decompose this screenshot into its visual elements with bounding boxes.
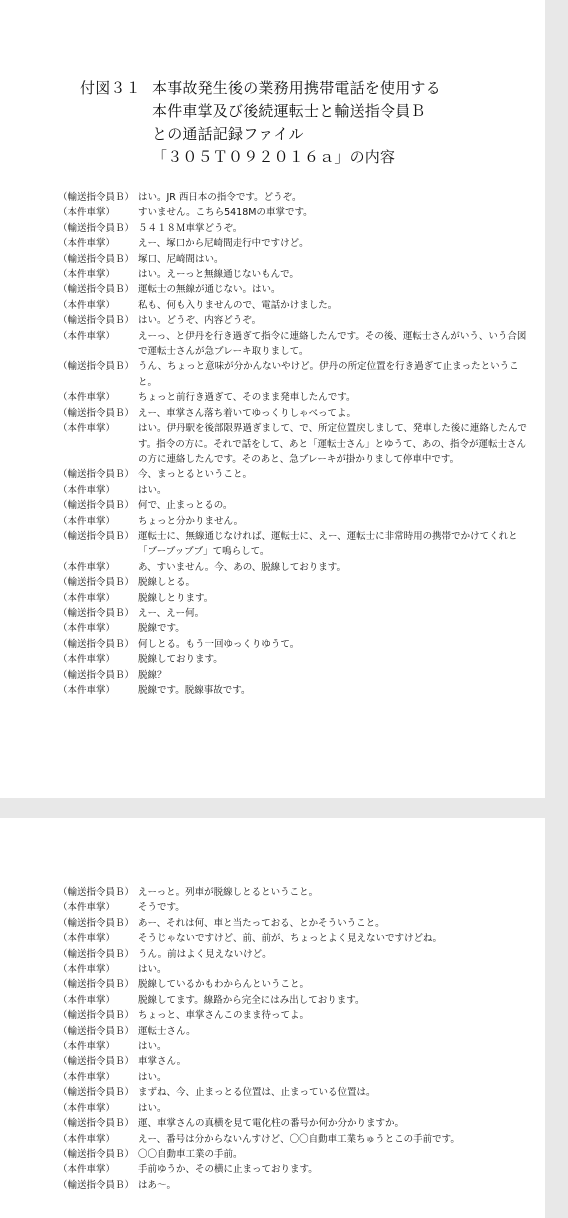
title-line-1 xyxy=(80,77,520,100)
speaker-label: （輸送指令員Ｂ） xyxy=(58,1056,135,1068)
transcript-line xyxy=(58,1039,528,1054)
utterance-text: 脱線しております。 xyxy=(138,654,223,666)
speaker-label: （輸送指令員Ｂ） xyxy=(58,284,135,296)
speaker-label: （本件車掌） xyxy=(58,902,116,914)
utterance-text: 車掌さん。 xyxy=(138,1056,187,1068)
speaker-label: （輸送指令員Ｂ） xyxy=(58,638,135,650)
utterance-text: はあ〜。 xyxy=(138,1179,177,1191)
transcript-line xyxy=(58,977,528,992)
transcript-line xyxy=(58,1085,528,1100)
speaker-label: （輸送指令員Ｂ） xyxy=(58,192,135,203)
utterance-text: はい。えーっと無線通じないもんで。 xyxy=(138,269,299,281)
utterance-text: 脱線？ xyxy=(138,669,167,681)
utterance-text: 運、車掌さんの真横を見て電化柱の番号か何か分かりますか。 xyxy=(138,1118,405,1130)
speaker-label: （輸送指令員Ｂ） xyxy=(58,577,135,589)
speaker-label: （輸送指令員Ｂ） xyxy=(58,917,135,929)
transcript-line xyxy=(58,916,528,931)
speaker-label: （輸送指令員Ｂ） xyxy=(58,253,135,265)
speaker-label: （輸送指令員Ｂ） xyxy=(58,407,135,419)
speaker-label: （輸送指令員Ｂ） xyxy=(58,887,135,898)
utterance-text: えー、車掌さん落ち着いてゆっくりしゃべってよ。 xyxy=(138,407,357,419)
speaker-label: （本件車掌） xyxy=(58,515,116,527)
title-line-4: 「３０５Ｔ０９２０１６ａ」の内容 xyxy=(152,148,396,166)
speaker-label: （本件車掌） xyxy=(58,269,116,281)
transcript-line xyxy=(58,1008,528,1023)
transcript-line xyxy=(58,1101,528,1116)
transcript-line xyxy=(58,900,528,915)
speaker-label: （輸送指令員Ｂ） xyxy=(58,1148,135,1160)
speaker-label: （本件車掌） xyxy=(58,1041,116,1053)
speaker-label: （輸送指令員Ｂ） xyxy=(58,948,135,960)
speaker-label: （本件車掌） xyxy=(58,299,116,311)
utterance-text: はい。 xyxy=(138,1071,167,1083)
speaker-label: （輸送指令員Ｂ） xyxy=(58,1087,135,1099)
utterance-text: 何しとる。もう一回ゆっくりゆうて。 xyxy=(138,638,300,650)
transcript-line xyxy=(58,498,528,513)
utterance-text: 塚口、尼崎間はい。 xyxy=(138,253,224,265)
utterance-text: そうです。 xyxy=(138,902,185,914)
transcript-line xyxy=(58,221,528,236)
transcript-line xyxy=(58,421,528,467)
speaker-label: （本件車掌） xyxy=(58,1102,116,1114)
utterance-text: はい。JR 西日本の指令です。どうぞ。 xyxy=(138,192,302,203)
utterance-text: 〇〇自動車工業の手前。 xyxy=(138,1148,243,1160)
speaker-label: （輸送指令員Ｂ） xyxy=(58,1010,135,1022)
utterance-text: 脱線しとる。 xyxy=(138,577,196,589)
transcript-line xyxy=(58,190,528,205)
transcript-line xyxy=(58,359,528,390)
transcript-line xyxy=(58,236,528,251)
transcript-line xyxy=(58,205,528,220)
transcript-line xyxy=(58,683,528,698)
speaker-label: （本件車掌） xyxy=(58,1164,116,1176)
transcript-line xyxy=(58,406,528,421)
utterance-text: 手前ゆうか、その横に止まっております。 xyxy=(138,1164,318,1176)
transcript-line xyxy=(58,606,528,621)
transcript-line xyxy=(58,993,528,1008)
document-page-2 xyxy=(0,818,545,1218)
speaker-label: （輸送指令員Ｂ） xyxy=(58,1179,135,1191)
speaker-label: （輸送指令員Ｂ） xyxy=(58,1025,135,1037)
utterance-text: えー、塚口から尼崎間走行中ですけど。 xyxy=(138,238,309,250)
transcript-line xyxy=(58,329,528,360)
transcript-line xyxy=(58,313,528,328)
utterance-text: 私も、何も入りませんので、電話かけました。 xyxy=(138,299,338,311)
speaker-label: （本件車掌） xyxy=(58,423,116,435)
speaker-label: （本件車掌） xyxy=(58,964,116,976)
utterance-text: はい。 xyxy=(138,484,167,496)
transcript-line xyxy=(58,885,528,900)
utterance-text: ちょっと分かりません。 xyxy=(138,515,244,527)
utterance-text: はい。 xyxy=(138,1102,167,1114)
speaker-label: （本件車掌） xyxy=(58,933,116,945)
utterance-text: あ、すいません。今、あの、脱線しております。 xyxy=(138,561,347,573)
transcript-line xyxy=(58,560,528,575)
transcript-line xyxy=(58,267,528,282)
speaker-label: （輸送指令員Ｂ） xyxy=(58,979,135,991)
speaker-label: （本件車掌） xyxy=(58,685,116,696)
transcript-line xyxy=(58,514,528,529)
transcript-line xyxy=(58,1054,528,1069)
speaker-label: （本件車掌） xyxy=(58,654,116,666)
utterance-text: はい。どうぞ、内容どうぞ。 xyxy=(138,315,262,327)
utterance-text: 運転士に、無線通じなければ、運転士に、えー、運転士に非常時用の携帯でかけてくれと「ブーブッブブ」て鳴らして。 xyxy=(138,530,518,558)
title-text: 本事故発生後の業務用携帯電話を使用する xyxy=(152,79,441,97)
utterance-text: はい。 xyxy=(138,1041,167,1053)
utterance-text: 運転士さん。 xyxy=(138,1025,196,1037)
figure-number: 付図３１ xyxy=(80,79,141,97)
utterance-text: 脱線してます。線路から完全にはみ出しております。 xyxy=(138,994,365,1006)
utterance-text: 脱線しているかもわからんということ。 xyxy=(138,979,310,991)
utterance-text: あー、それは何、車と当たっておる、とかそういうこと。 xyxy=(138,917,385,929)
transcript-line xyxy=(58,467,528,482)
speaker-label: （本件車掌） xyxy=(58,1071,116,1083)
utterance-text: えー、番号は分からないんすけど、〇〇自動車工業ちゅうとこの手前です。 xyxy=(138,1133,460,1145)
utterance-text: 運転士の無線が通じない。はい。 xyxy=(138,284,281,296)
transcript-line xyxy=(58,252,528,267)
utterance-text: ちょっと、車掌さんこのまま待ってよ。 xyxy=(138,1010,310,1022)
speaker-label: （輸送指令員Ｂ） xyxy=(58,500,135,512)
transcript-page-1 xyxy=(58,190,528,698)
utterance-text: はい。 xyxy=(138,964,167,976)
utterance-text: 脱線しとります。 xyxy=(138,592,214,604)
transcript-line xyxy=(58,1070,528,1085)
title-line-3: との通話記録ファイル xyxy=(152,125,304,143)
speaker-label: （輸送指令員Ｂ） xyxy=(58,530,135,542)
transcript-line xyxy=(58,298,528,313)
utterance-text: えー、えー何。 xyxy=(138,607,205,619)
transcript-line xyxy=(58,962,528,977)
utterance-text: はい。伊丹駅を後部限界過ぎまして、で、所定位置戻しまして、発車した後に連絡したんです。指令の方に。それで話をして、あと「運転士さん」とゆうて、あの、指令が運転士さんの方に連絡したんです。そのあと、急ブレーキが掛かりまして停車中です。 xyxy=(138,423,527,465)
utterance-text: 何で、止まっとるの。 xyxy=(138,500,233,512)
speaker-label: （輸送指令員Ｂ） xyxy=(58,607,135,619)
transcript-line xyxy=(58,1132,528,1147)
speaker-label: （本件車掌） xyxy=(58,994,116,1006)
utterance-text: すいません。こちら5418Mの車掌です。 xyxy=(138,207,313,219)
speaker-label: （本件車掌） xyxy=(58,238,116,250)
speaker-label: （輸送指令員Ｂ） xyxy=(58,469,135,481)
speaker-label: （輸送指令員Ｂ） xyxy=(58,1118,135,1130)
utterance-text: ５４１８Ｍ車掌どうぞ。 xyxy=(138,222,243,234)
transcript-line xyxy=(58,1116,528,1131)
transcript-line xyxy=(58,575,528,590)
utterance-text: 脱線です。 xyxy=(138,623,185,635)
transcript-line xyxy=(58,931,528,946)
transcript-line xyxy=(58,637,528,652)
speaker-label: （本件車掌） xyxy=(58,484,116,496)
transcript-line xyxy=(58,947,528,962)
speaker-label: （本件車掌） xyxy=(58,207,116,219)
utterance-text: そうじゃないですけど、前、前が、ちょっとよく見えないですけどね。 xyxy=(138,933,443,945)
title-line-2: 本件車掌及び後続運転士と輸送指令員Ｂ xyxy=(152,102,426,120)
utterance-text: 今、まっとるということ。 xyxy=(138,469,253,481)
transcript-line xyxy=(58,282,528,297)
speaker-label: （輸送指令員Ｂ） xyxy=(58,361,135,373)
speaker-label: （本件車掌） xyxy=(58,592,116,604)
speaker-label: （本件車掌） xyxy=(58,392,116,404)
utterance-text: うん。前はよく見えないけど。 xyxy=(138,948,272,960)
transcript-line xyxy=(58,652,528,667)
transcript-line xyxy=(58,483,528,498)
speaker-label: （本件車掌） xyxy=(58,623,116,635)
speaker-label: （本件車掌） xyxy=(58,330,116,342)
utterance-text: ちょっと前行き過ぎて、そのまま発車したんです。 xyxy=(138,392,356,404)
transcript-line xyxy=(58,1162,528,1177)
transcript-line xyxy=(58,1147,528,1162)
transcript-line xyxy=(58,1178,528,1193)
utterance-text: うん、ちょっと意味が分かんないやけど。伊丹の所定位置を行き過ぎて止まったということ。 xyxy=(138,361,519,388)
speaker-label: （本件車掌） xyxy=(58,1133,116,1145)
transcript-line xyxy=(58,529,528,560)
utterance-text: えーっと。列車が脱線しとるということ。 xyxy=(138,887,319,898)
utterance-text: まずね、今、止まっとる位置は、止まっている位置は。 xyxy=(138,1087,376,1099)
figure-title xyxy=(80,77,520,169)
transcript-line xyxy=(58,390,528,405)
transcript-line xyxy=(58,668,528,683)
transcript-page-2 xyxy=(58,885,528,1193)
speaker-label: （本件車掌） xyxy=(58,561,116,573)
utterance-text: えーっ、と伊丹を行き過ぎて指令に連絡したんです。その後、運転士さんがいう、いう合図で運転士さんが急ブレーキ取りまして。 xyxy=(138,330,527,358)
speaker-label: （輸送指令員Ｂ） xyxy=(58,222,135,234)
speaker-label: （輸送指令員Ｂ） xyxy=(58,669,135,681)
transcript-line xyxy=(58,591,528,606)
utterance-text: 脱線です。脱線事故です。 xyxy=(138,685,251,696)
transcript-line xyxy=(58,1024,528,1039)
transcript-line xyxy=(58,621,528,636)
speaker-label: （輸送指令員Ｂ） xyxy=(58,315,135,327)
